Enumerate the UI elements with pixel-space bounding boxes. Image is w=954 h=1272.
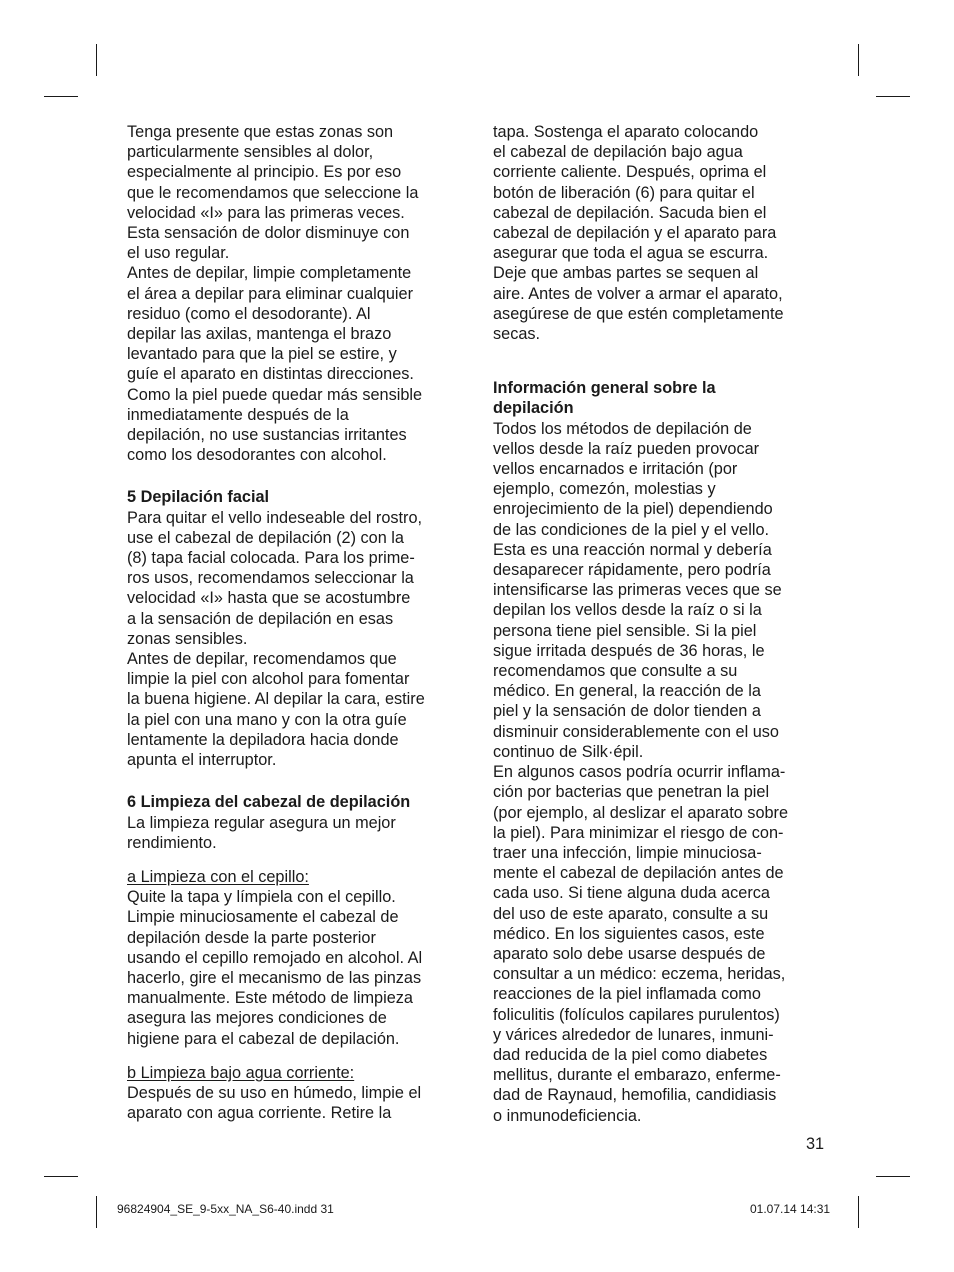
crop-mark xyxy=(876,1176,910,1177)
footer-date: 01.07.14 14:31 xyxy=(750,1202,831,1216)
footer-file: 96824904_SE_9-5xx_NA_S6-40.indd 31 xyxy=(117,1202,334,1216)
section-heading-facial: 5 Depilación facial xyxy=(127,488,270,507)
crop-mark xyxy=(858,1196,859,1228)
right-column xyxy=(493,122,833,1126)
paragraph: Tenga presente que estas zonas son particularmente sensibles al dolor, especialmente al principio. Es por eso que le recomendamos que seleccione la velocidad «I» para las primeras veces. Esta sensación de dolor disminuye con el uso regular. xyxy=(127,123,419,263)
crop-mark xyxy=(44,1176,78,1177)
paragraph: Todos los métodos de depilación de vellos desde la raíz pueden provocar vellos encarnados e irritación (por ejemplo, comezón, molestias y enrojecimiento de la piel) dependiendo de las condiciones de la piel y el vello. Esta es una reacción normal y debería desaparecer rápidamente, pero podría intensificarse las primeras veces que se depilan los vellos desde la raíz o si la persona tiene piel sensible. Si la piel sigue irritada después de 36 horas, le recomendamos que consulte a su médico. En general, la reacción de la piel y la sensación de dolor tienden a disminuir considerablemente con el uso continuo de Silk·épil. xyxy=(493,419,782,761)
subheading-water: b Limpieza bajo agua corriente: xyxy=(127,1063,355,1082)
paragraph: En algunos casos podría ocurrir inflama- ción por bacterias que penetran la piel (por ejemplo, al deslizar el aparato sobre la piel). Para minimizar el riesgo de con- traer una infección, limpie minuciosa- mente el cabezal de depilación antes de cada uso. Si tiene alguna duda acerca del uso de este aparato, consulte a su médico. En los siguientes casos, este aparato solo debe usarse después de consultar a un médico: eczema, heridas, reacciones de la piel inflamada como foliculitis (folículos capilares purulentos) y várices alrededor de lunares, inmuni- dad reducida de la piel como diabetes mellitus, durante el embarazo, enferme- dad de Raynaud, hemofilia, candidiasis o inmunodeficiencia. xyxy=(493,763,789,1125)
paragraph: Antes de depilar, limpie completamente el área a depilar para eliminar cualquier residuo (como el desodorante). Al depilar las axilas, mantenga el brazo levantado para que la piel se estire, y guíe el aparato en distintas direcciones. Como la piel puede quedar más sensible inmediatamente después de la depilación, no use sustancias irritantes como los desodorantes con alcohol. xyxy=(127,264,423,465)
crop-mark xyxy=(858,44,859,76)
left-column xyxy=(127,122,467,1123)
crop-mark xyxy=(44,96,78,97)
subheading-brush: a Limpieza con el cepillo: xyxy=(127,867,309,886)
crop-mark xyxy=(96,1196,97,1228)
crop-mark xyxy=(876,96,910,97)
paragraph: Después de su uso en húmedo, limpie el aparato con agua corriente. Retire la xyxy=(127,1083,422,1123)
paragraph: Antes de depilar, recomendamos que limpie la piel con alcohol para fomentar la buena higiene. Al depilar la cara, estire la piel con una mano y con la otra guíe lentamente la depiladora hacia donde apunta el interruptor. xyxy=(127,650,425,770)
paragraph: tapa. Sostenga el aparato colocando el cabezal de depilación bajo agua corriente caliente. Después, oprima el botón de liberación (6) para quitar el cabezal de depilación. Sacuda bien el cabezal de depilación y el aparato para asegurar que toda el agua se escurra. Deje que ambas partes se sequen al aire. Antes de volver a armar el aparato, asegúrese de que estén completamente secas. xyxy=(493,123,784,344)
page-number: 31 xyxy=(806,1135,825,1153)
paragraph: Quite la tapa y límpiela con el cepillo. Limpie minuciosamente el cabezal de depilación desde la parte posterior usando el cepillo remojado en alcohol. Al hacerlo, gire el mecanismo de las pinzas manualmente. Este método de limpieza asegura las mejores condiciones de higiene para el cabezal de depilación. xyxy=(127,888,423,1048)
section-heading-cleaning: 6 Limpieza del cabezal de depilación xyxy=(127,793,411,812)
paragraph: La limpieza regular asegura un mejor rendimiento. xyxy=(127,813,396,852)
paragraph: Para quitar el vello indeseable del rostro, use el cabezal de depilación (2) con la (8) tapa facial colocada. Para los prime- ros usos, recomendamos seleccionar la velocidad «I» hasta que se acostumbre a la sensación de depilación en esas zonas sensibles. xyxy=(127,508,423,648)
crop-mark xyxy=(96,44,97,76)
section-heading-info: Información general sobre la depilación xyxy=(493,379,716,418)
